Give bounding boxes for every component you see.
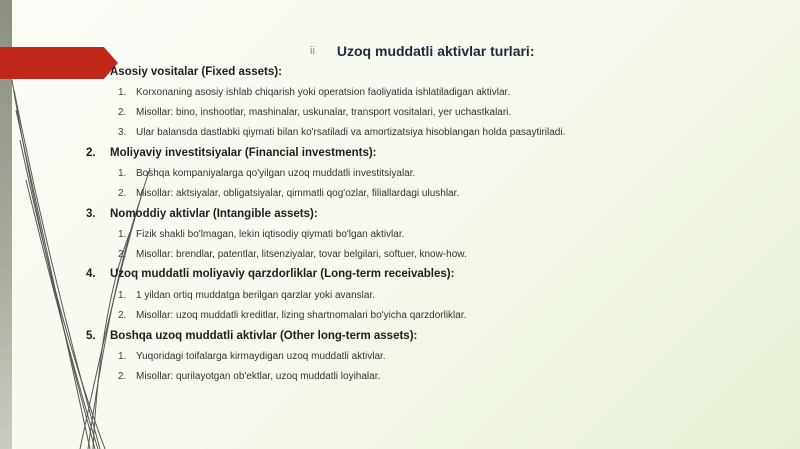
section-number: 3. [86, 208, 96, 220]
item-number: 2. [118, 107, 127, 118]
list-item [118, 290, 375, 301]
section-label: Boshqa uzoq muddatli aktivlar (Other long-term assets): [110, 330, 418, 342]
list-item [118, 168, 415, 179]
item-number: 1. [118, 87, 127, 98]
list-item [118, 107, 511, 118]
section-number [86, 66, 110, 78]
item-number: 1. [118, 351, 127, 362]
section-number: 2. [86, 147, 96, 159]
item-number: 2. [118, 249, 127, 260]
item-number: 3. [118, 127, 127, 138]
item-number: 2. [118, 371, 127, 382]
section-label: Asosiy vositalar (Fixed assets): [110, 66, 282, 78]
item-text: Boshqa kompaniyalarga qo'yilgan uzoq muddatli investitsiyalar. [136, 168, 416, 179]
section-heading [86, 330, 417, 342]
item-number: 1. [118, 168, 127, 179]
item-number: 2. [118, 188, 127, 199]
section-heading [86, 208, 318, 220]
item-number: 2. [118, 310, 127, 321]
item-text: Misollar: brendlar, patentlar, litsenziyalar, tovar belgilari, softuer, know-how. [136, 249, 467, 260]
list-item [118, 371, 380, 382]
list-item [118, 351, 386, 362]
section-label: Moliyaviy investitsiyalar (Financial investments): [110, 147, 377, 159]
section-heading [86, 147, 377, 159]
slide-title: Uzoq muddatli aktivlar turlari: [336, 43, 535, 59]
list-item [118, 188, 459, 199]
list-item [118, 310, 466, 321]
list-item [118, 249, 467, 260]
section-heading [86, 66, 282, 78]
list-item [118, 127, 565, 138]
item-number: 1. [118, 229, 127, 240]
item-text: Misollar: uzoq muddatli kreditlar, lizing shartnomalari bo'yicha qarzdorliklar. [136, 310, 467, 321]
list-item [118, 87, 510, 98]
title-bullet: ii [310, 45, 315, 57]
item-number: 1. [118, 290, 127, 301]
list-item [118, 229, 404, 240]
section-label: Nomoddiy aktivlar (Intangible assets): [110, 208, 318, 220]
item-text: Misollar: bino, inshootlar, mashinalar, uskunalar, transport vositalari, yer uchastkalari. [136, 107, 512, 118]
section-number: 4. [86, 268, 96, 280]
item-text: Misollar: qurilayotgan ob'ektlar, uzoq muddatli loyihalar. [136, 371, 381, 382]
title-row [310, 43, 534, 59]
section-heading [86, 268, 454, 280]
item-text: Korxonaning asosiy ishlab chiqarish yoki operatsion faoliyatida ishlatiladigan aktivlar. [136, 87, 511, 98]
item-text: Fizik shakli bo'lmagan, lekin iqtisodiy qiymati bo'lgan aktivlar. [136, 229, 405, 240]
item-text: 1 yildan ortiq muddatga berilgan qarzlar yoki avanslar. [136, 290, 376, 301]
section-label: Uzoq muddatli moliyaviy qarzdorliklar (Long-term receivables): [110, 268, 455, 280]
section-number: 5. [86, 330, 96, 342]
item-text: Yuqoridagi toifalarga kirmaydigan uzoq muddatli aktivlar. [136, 351, 386, 362]
item-text: Misollar: aktsiyalar, obligatsiyalar, qimmatli qog'ozlar, filiallardagi ulushlar. [136, 188, 460, 199]
item-text: Ular balansda dastlabki qiymati bilan ko'rsatiladi va amortizatsiya hisoblangan holda pasaytiriladi. [136, 127, 566, 138]
